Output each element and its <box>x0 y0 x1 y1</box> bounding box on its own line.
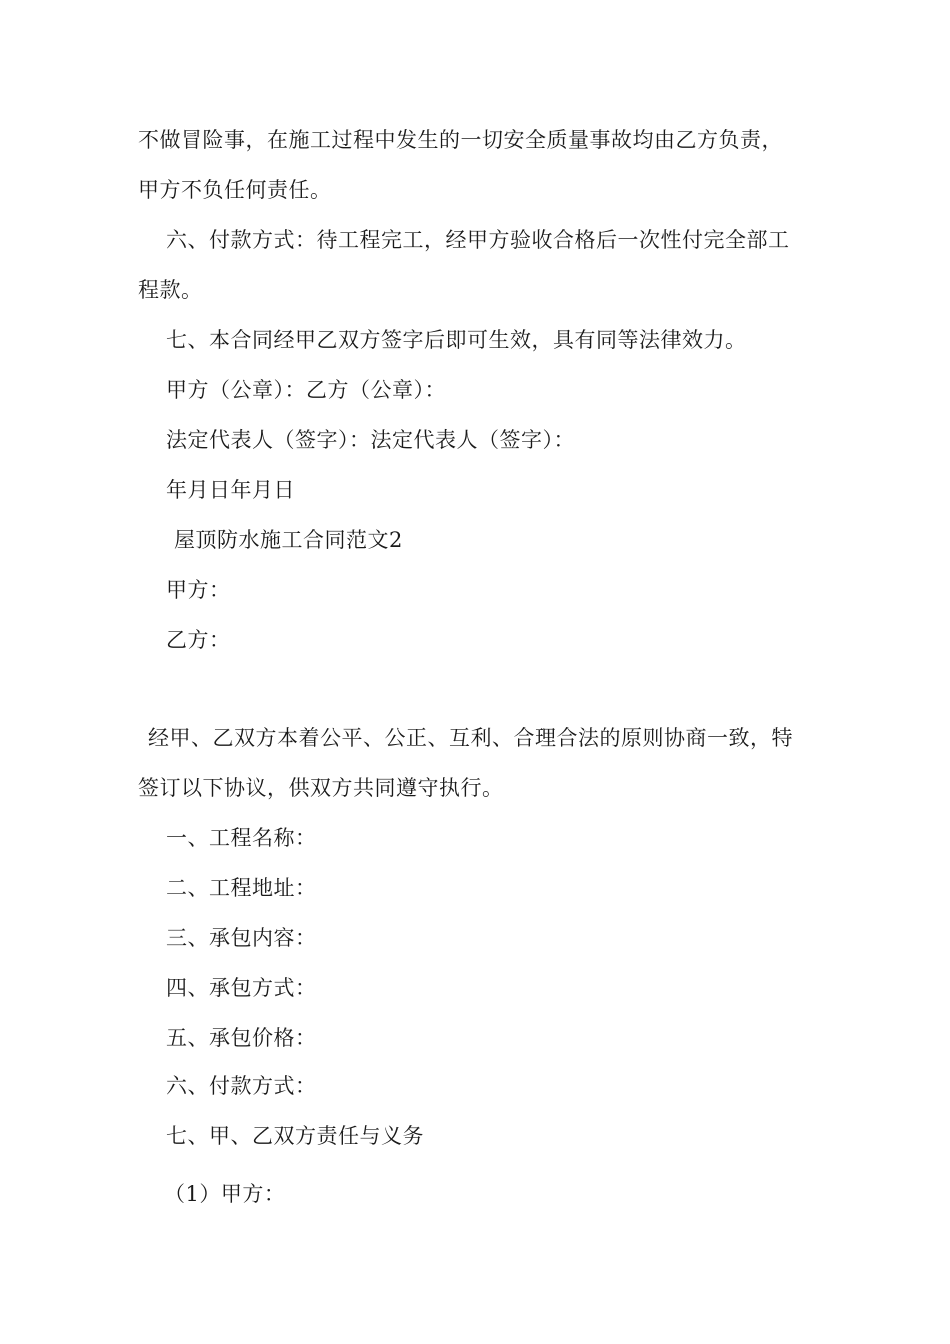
signature-representative-line: 法定代表人（签字）：法定代表人（签字）： <box>166 428 575 452</box>
clause-contract-content: 三、承包内容： <box>166 926 317 950</box>
section-title: 屋顶防水施工合同范文2 <box>174 528 403 552</box>
party-a-label: 甲方： <box>166 578 231 602</box>
signature-date-line: 年月日年月日 <box>166 478 295 502</box>
clause-contract-method: 四、承包方式： <box>166 976 317 1000</box>
paragraph-agreement-intro-cont: 签订以下协议，供双方共同遵守执行。 <box>138 776 504 800</box>
paragraph-safety-liability: 不做冒险事，在施工过程中发生的一切安全质量事故均由乙方负责， <box>138 128 783 152</box>
party-b-label: 乙方： <box>166 628 231 652</box>
clause-project-address: 二、工程地址： <box>166 876 317 900</box>
clause-responsibilities: 七、甲、乙双方责任与义务 <box>166 1124 424 1148</box>
clause-party-a-sub: （1）甲方： <box>164 1182 286 1206</box>
clause-project-name: 一、工程名称： <box>166 826 317 850</box>
paragraph-payment-method-cont: 程款。 <box>138 278 203 302</box>
clause-contract-price: 五、承包价格： <box>166 1026 317 1050</box>
paragraph-contract-effective: 七、本合同经甲乙双方签字后即可生效，具有同等法律效力。 <box>166 328 747 352</box>
paragraph-safety-liability-cont: 甲方不负任何责任。 <box>138 178 332 202</box>
signature-seal-line: 甲方（公章）：乙方（公章）： <box>166 378 446 402</box>
clause-payment-method: 六、付款方式： <box>166 1074 317 1098</box>
paragraph-payment-method: 六、付款方式：待工程完工，经甲方验收合格后一次性付完全部工 <box>166 228 790 252</box>
paragraph-agreement-intro: 经甲、乙双方本着公平、公正、互利、合理合法的原则协商一致，特 <box>148 726 793 750</box>
